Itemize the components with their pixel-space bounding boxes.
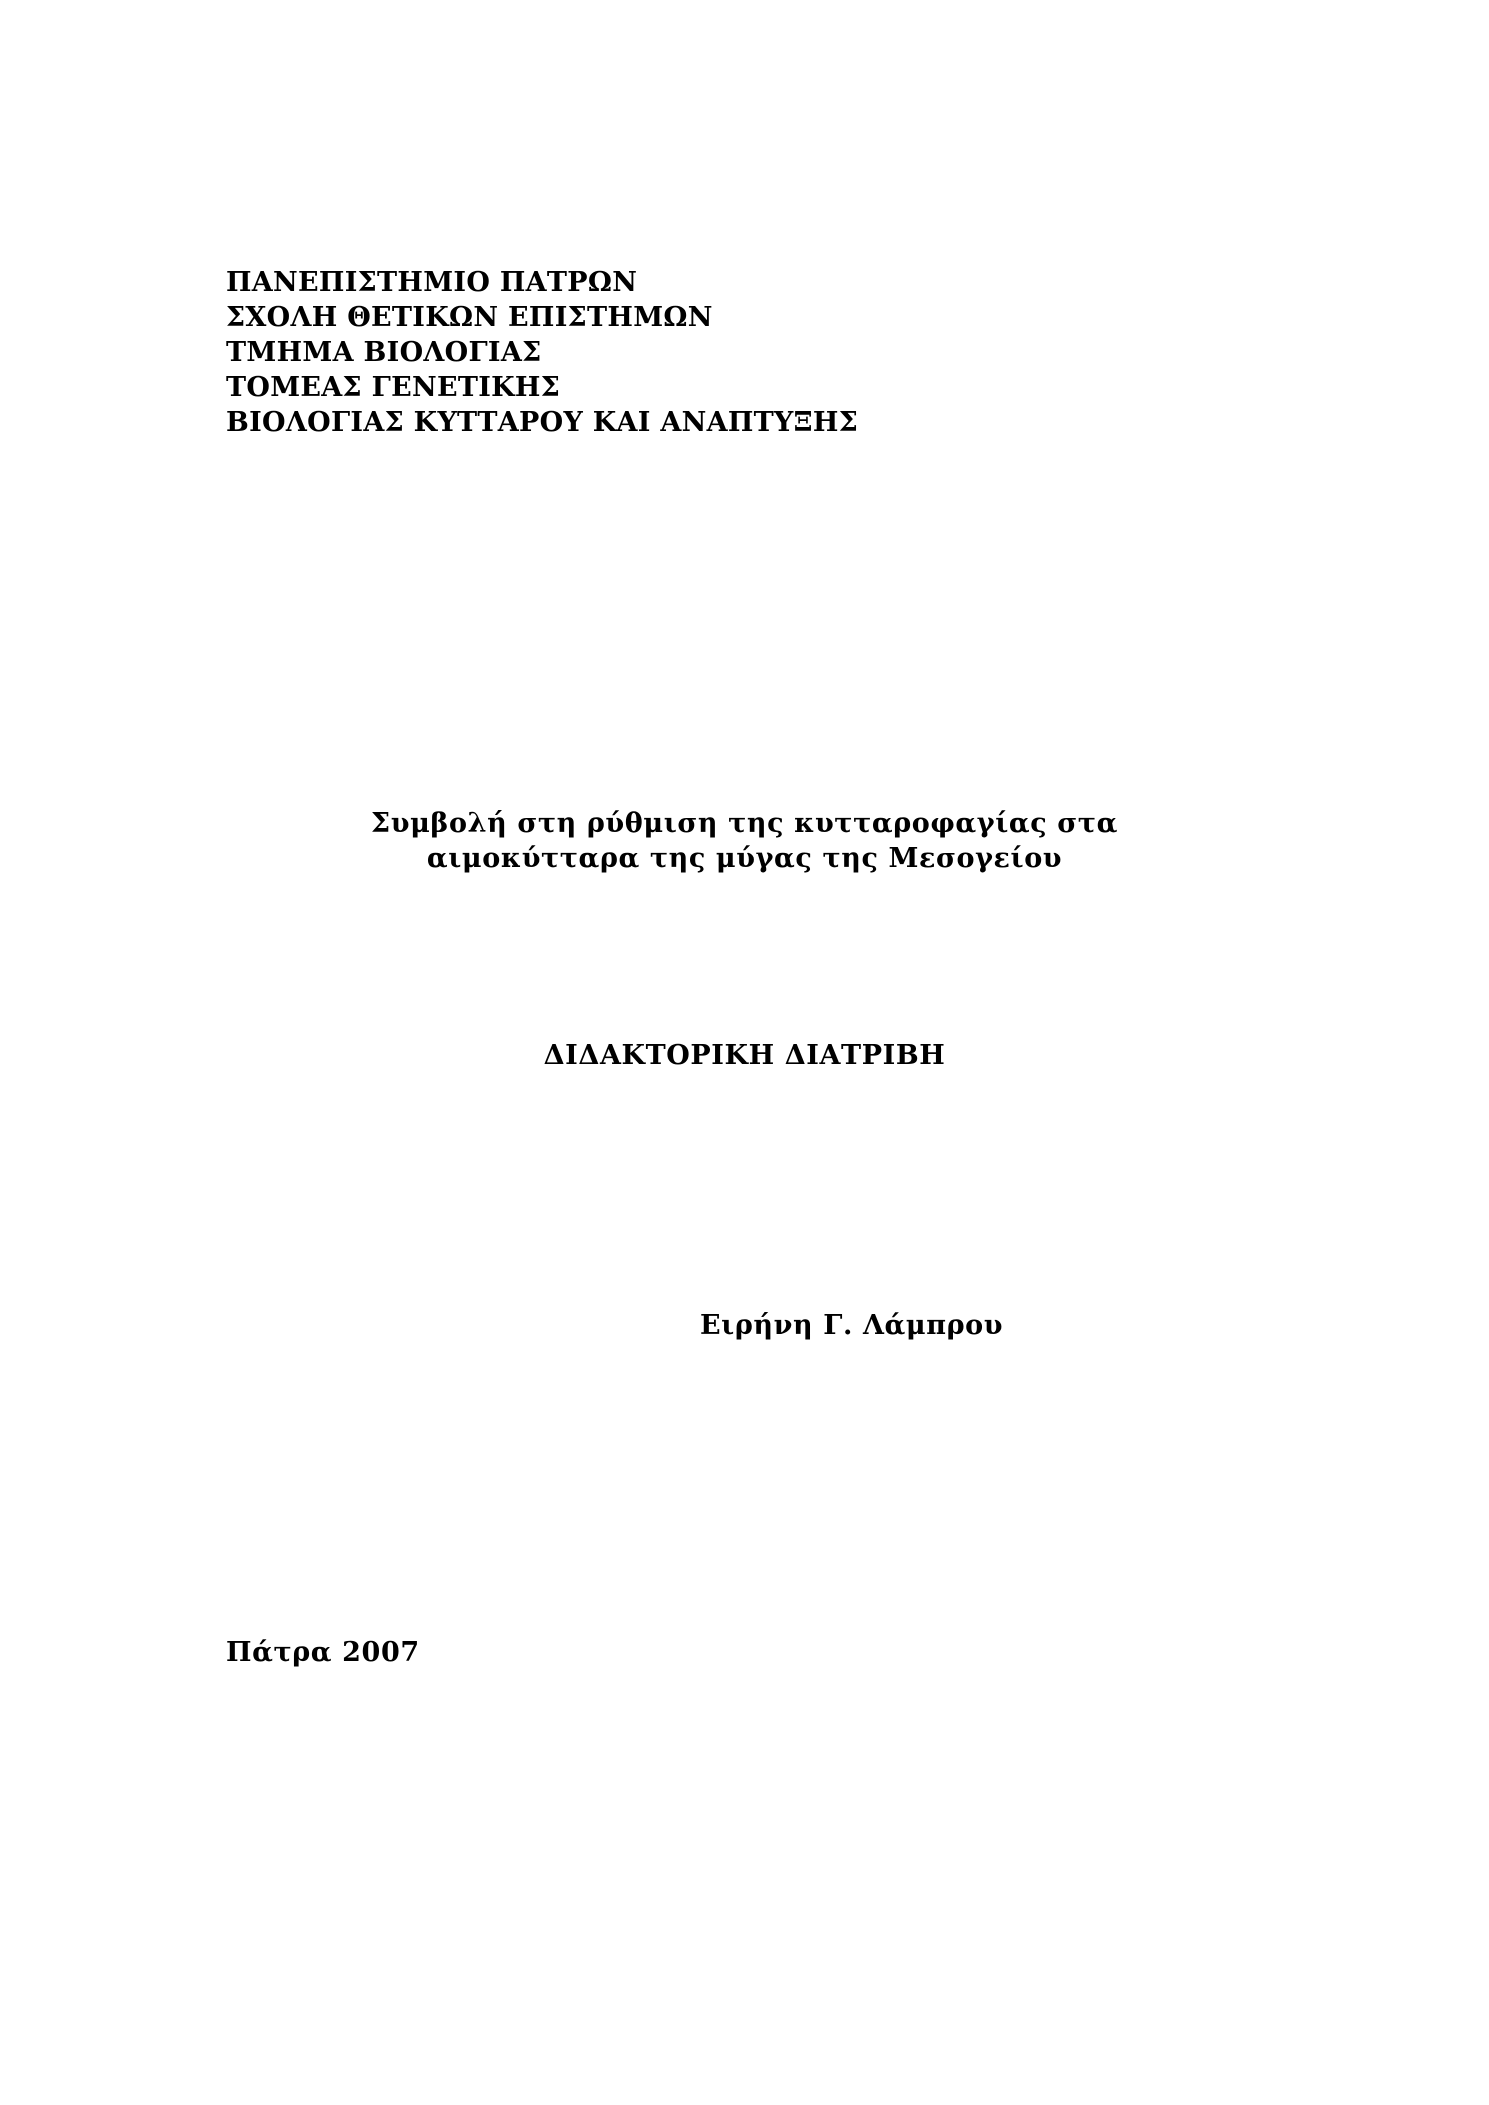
document-type: ΔΙΔΑΚΤΟΡΙΚΗ ΔΙΑΤΡΙΒΗ	[543, 1040, 946, 1071]
institution-department: ΤΜΗΜΑ ΒΙΟΛΟΓΙΑΣ	[226, 337, 542, 368]
institution-section: ΤΟΜΕΑΣ ΓΕΝΕΤΙΚΗΣ	[226, 372, 561, 403]
place-and-year: Πάτρα 2007	[226, 1637, 420, 1668]
institution-section-cont: ΒΙΟΛΟΓΙΑΣ ΚΥΤΤΑΡΟΥ ΚΑΙ ΑΝΑΠΤΥΞΗΣ	[226, 407, 859, 438]
institution-header	[226, 265, 858, 440]
thesis-title-line-2: αιμοκύτταρα της μύγας της Μεσογείου	[426, 843, 1063, 874]
institution-university: ΠΑΝΕΠΙΣΤΗΜΙΟ ΠΑΤΡΩΝ	[226, 267, 638, 298]
thesis-title-line-1: Συμβολή στη ρύθμιση της κυτταροφαγίας στα	[371, 808, 1118, 839]
author-name: Ειρήνη Γ. Λάμπρου	[700, 1310, 1004, 1341]
thesis-title	[0, 806, 1489, 876]
institution-school: ΣΧΟΛΗ ΘΕΤΙΚΩΝ ΕΠΙΣΤΗΜΩΝ	[226, 302, 713, 333]
